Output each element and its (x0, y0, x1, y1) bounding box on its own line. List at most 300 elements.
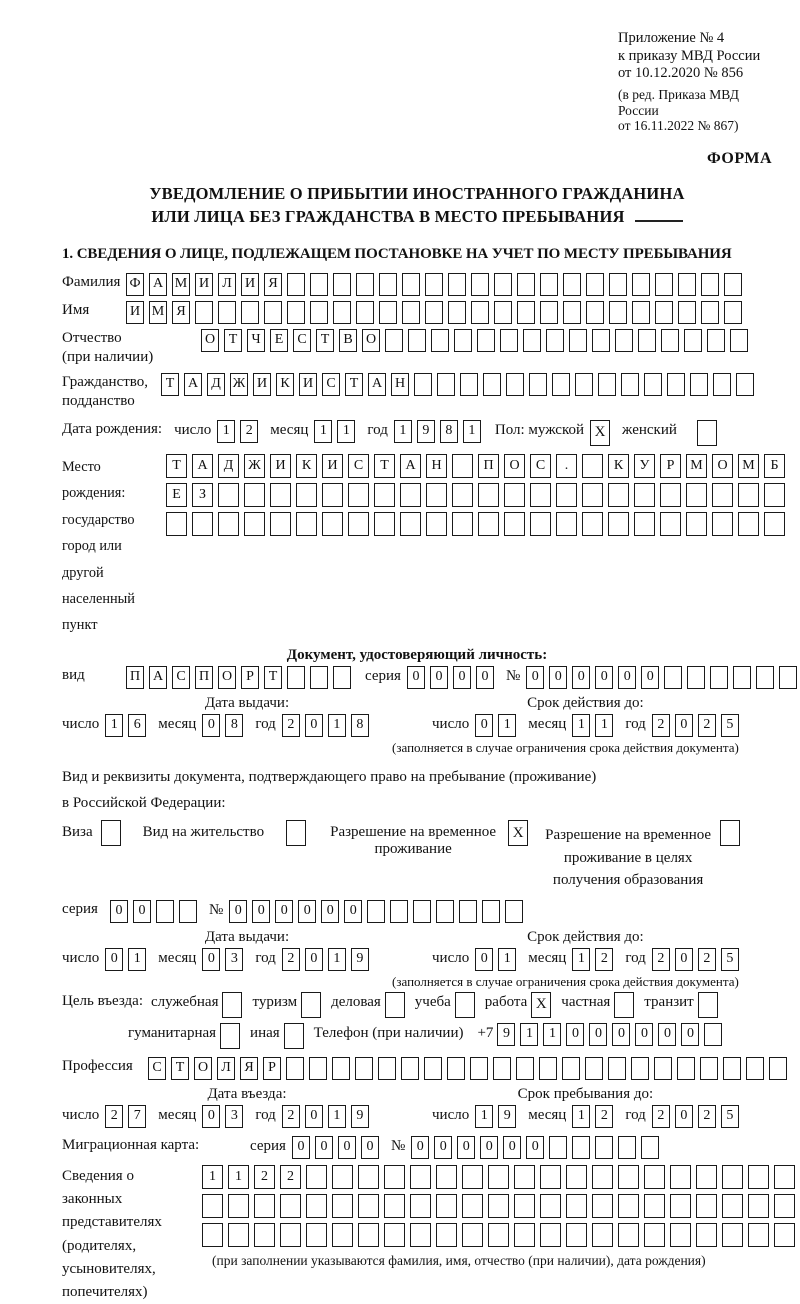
migration-card-row (62, 1136, 772, 1159)
char-cell: 0 (305, 948, 323, 971)
char-cell (670, 1223, 691, 1247)
char-cell (482, 900, 500, 923)
char-cell: С (293, 329, 311, 352)
char-cell (488, 1194, 509, 1218)
migration-series-label: серия (250, 1137, 286, 1154)
char-cell (621, 373, 639, 396)
residence-issue-month-label: месяц (158, 949, 197, 966)
char-cell (540, 1194, 561, 1218)
char-cell: Л (217, 1057, 235, 1080)
char-cell (488, 1165, 509, 1189)
form-label: ФОРМА (706, 149, 772, 167)
char-cell: Р (263, 1057, 281, 1080)
char-cell: 0 (105, 948, 123, 971)
char-cell: 0 (292, 1136, 310, 1159)
char-cell (748, 1194, 769, 1218)
char-cell (569, 329, 587, 352)
char-cell: Т (166, 454, 187, 478)
char-cell (609, 273, 627, 296)
char-cell (287, 666, 305, 689)
char-cell: 5 (721, 1105, 739, 1128)
firstname-label: Имя (62, 301, 90, 318)
char-cell (436, 1194, 457, 1218)
profession-label: Профессия (62, 1057, 133, 1074)
char-cell: 1 (228, 1165, 249, 1189)
char-cell (514, 1165, 535, 1189)
char-cell (385, 992, 405, 1018)
char-cell: Р (660, 454, 681, 478)
char-cell: П (195, 666, 213, 689)
annex-reference (618, 30, 772, 83)
char-cell (644, 373, 662, 396)
edu-residence-checkbox (720, 820, 740, 846)
char-cell: П (126, 666, 144, 689)
issue-date-header: Дата выдачи: (204, 694, 290, 711)
char-cell (670, 1194, 691, 1218)
char-cell (720, 820, 740, 846)
char-cell: Т (161, 373, 179, 396)
phone-prefix: +7 (477, 1024, 494, 1041)
issue-month-cells (202, 714, 243, 737)
issue-day-cells (105, 714, 146, 737)
char-cell: Т (264, 666, 282, 689)
char-cell (566, 1223, 587, 1247)
annex-note-line: (в ред. Приказа МВД России (618, 87, 739, 118)
firstname-cells (126, 301, 742, 324)
char-cell (608, 483, 629, 507)
char-cell: 1 (543, 1023, 561, 1046)
stay-day-label: число (432, 1106, 470, 1123)
char-cell (452, 483, 473, 507)
identity-doc-row (62, 666, 772, 689)
char-cell (670, 1165, 691, 1189)
char-cell: 2 (595, 1105, 613, 1128)
title-blank-line (635, 206, 683, 222)
char-cell (540, 273, 558, 296)
char-cell (333, 301, 351, 324)
char-cell (618, 1194, 639, 1218)
residence-series-cells (110, 900, 197, 923)
char-cell: Ж (244, 454, 265, 478)
purpose-business-label: деловая (331, 993, 381, 1010)
char-cell: 2 (652, 714, 670, 737)
char-cell (426, 512, 447, 536)
char-cell: Д (207, 373, 225, 396)
char-cell (264, 301, 282, 324)
char-cell (738, 483, 759, 507)
residence-issue-day-label: число (62, 949, 100, 966)
char-cell (764, 512, 785, 536)
temp-residence-checkbox (508, 820, 528, 846)
expiry-note: (заполняется в случае ограничения срока действия документа) (392, 739, 739, 755)
purpose-tourism-label: туризм (252, 993, 298, 1010)
char-cell: К (608, 454, 629, 478)
residence-expiry-group (392, 928, 739, 990)
entry-stay-dates (62, 1086, 772, 1128)
char-cell: 5 (721, 948, 739, 971)
char-cell (582, 454, 603, 478)
residence-issue-group (62, 929, 432, 990)
char-cell: Р (241, 666, 259, 689)
char-cell: 0 (595, 666, 613, 689)
char-cell: 0 (566, 1023, 584, 1046)
char-cell (254, 1223, 275, 1247)
char-cell (310, 301, 328, 324)
residence-series-label: серия (62, 900, 98, 917)
char-cell: 0 (526, 1136, 544, 1159)
phone-label: Телефон (при наличии) (313, 1024, 464, 1041)
char-cell (270, 483, 291, 507)
representatives-row-1 (202, 1165, 800, 1189)
annex-revision-note (618, 87, 772, 134)
char-cell: 9 (417, 420, 435, 443)
issue-day-label: число (62, 715, 100, 732)
char-cell: 0 (526, 666, 544, 689)
char-cell (401, 1057, 419, 1080)
residence-doc-dates (62, 929, 772, 990)
entry-month-label: месяц (158, 1106, 197, 1123)
char-cell (598, 373, 616, 396)
purpose-other-checkbox (284, 1023, 304, 1049)
char-cell (287, 301, 305, 324)
residence-number-cells (229, 900, 523, 923)
char-cell (378, 1057, 396, 1080)
purpose-private-checkbox (614, 992, 634, 1018)
residence-issue-header: Дата выдачи: (204, 928, 290, 945)
annex-line: к приказу МВД России (618, 47, 761, 64)
char-cell: 2 (280, 1165, 301, 1189)
purpose-tourism-checkbox (301, 992, 321, 1018)
char-cell (402, 301, 420, 324)
char-cell: 8 (351, 714, 369, 737)
char-cell: 0 (475, 714, 493, 737)
char-cell (500, 329, 518, 352)
char-cell: И (195, 273, 213, 296)
char-cell (436, 1165, 457, 1189)
char-cell (478, 483, 499, 507)
expiry-day-label: число (432, 715, 470, 732)
char-cell (494, 301, 512, 324)
char-cell (358, 1194, 379, 1218)
birthdate-row (62, 420, 772, 446)
residence-series-row (62, 900, 772, 923)
char-cell: С (322, 373, 340, 396)
residence-intro-line-2: в Российской Федерации: (62, 795, 226, 812)
char-cell: 1 (595, 714, 613, 737)
char-cell: 0 (681, 1023, 699, 1046)
char-cell (402, 273, 420, 296)
char-cell: А (149, 273, 167, 296)
char-cell (686, 512, 707, 536)
char-cell: И (126, 301, 144, 324)
char-cell (385, 329, 403, 352)
char-cell: 8 (225, 714, 243, 737)
char-cell (414, 373, 432, 396)
char-cell (644, 1165, 665, 1189)
char-cell: 0 (229, 900, 247, 923)
char-cell: Т (316, 329, 334, 352)
char-cell (609, 301, 627, 324)
char-cell (592, 329, 610, 352)
char-cell: 0 (315, 1136, 333, 1159)
doc-number-cells (526, 666, 797, 689)
char-cell: Я (172, 301, 190, 324)
char-cell: Д (218, 454, 239, 478)
char-cell (270, 512, 291, 536)
char-cell (202, 1194, 223, 1218)
migration-number-label: № (390, 1137, 406, 1154)
char-cell: 2 (652, 948, 670, 971)
char-cell (455, 992, 475, 1018)
char-cell: И (253, 373, 271, 396)
char-cell: О (201, 329, 219, 352)
char-cell: 0 (457, 1136, 475, 1159)
char-cell (556, 512, 577, 536)
char-cell: X (531, 992, 551, 1018)
birthplace-block (62, 454, 779, 639)
char-cell: А (368, 373, 386, 396)
char-cell (586, 273, 604, 296)
residence-expiry-year-cells (652, 948, 739, 971)
char-cell (530, 512, 551, 536)
char-cell: Ж (230, 373, 248, 396)
purpose-humanitarian-label: гуманитарная (128, 1024, 217, 1041)
expiry-date-header: Срок действия до: (527, 694, 644, 711)
purpose-row-2 (120, 1023, 772, 1049)
char-cell (408, 329, 426, 352)
char-cell (462, 1223, 483, 1247)
char-cell: 1 (572, 1105, 590, 1128)
purpose-transit-label: транзит (644, 993, 694, 1010)
char-cell: 2 (254, 1165, 275, 1189)
char-cell (309, 1057, 327, 1080)
char-cell (493, 1057, 511, 1080)
char-cell (634, 512, 655, 536)
char-cell: 1 (128, 948, 146, 971)
title-line-2: ИЛИ ЛИЦА БЕЗ ГРАЖДАНСТВА В МЕСТО ПРЕБЫВАНИЯ (62, 205, 772, 228)
char-cell (384, 1223, 405, 1247)
issue-year-label: год (255, 715, 276, 732)
char-cell (608, 512, 629, 536)
char-cell (618, 1223, 639, 1247)
char-cell (632, 273, 650, 296)
char-cell (192, 512, 213, 536)
issue-year-cells (282, 714, 369, 737)
char-cell (425, 273, 443, 296)
identity-doc-dates (62, 695, 772, 756)
char-cell (686, 483, 707, 507)
char-cell: 1 (337, 420, 355, 443)
char-cell: У (634, 454, 655, 478)
char-cell (746, 1057, 764, 1080)
char-cell (470, 1057, 488, 1080)
edu-residence-label: Разрешение на временное проживание в целях получения образования (545, 827, 712, 889)
char-cell (332, 1223, 353, 1247)
birthplace-rows (166, 454, 785, 541)
residence-doc-options (62, 820, 772, 892)
char-cell: З (192, 483, 213, 507)
char-cell (712, 512, 733, 536)
char-cell (374, 512, 395, 536)
char-cell (678, 273, 696, 296)
purpose-official-checkbox (222, 992, 242, 1018)
char-cell (424, 1057, 442, 1080)
birthdate-month-cells (314, 420, 355, 443)
purpose-study-checkbox (455, 992, 475, 1018)
char-cell (306, 1165, 327, 1189)
char-cell: Н (426, 454, 447, 478)
residence-expiry-note: (заполняется в случае ограничения срока действия документа) (392, 973, 739, 989)
char-cell (572, 1136, 590, 1159)
char-cell: 0 (202, 948, 220, 971)
char-cell: 2 (595, 948, 613, 971)
char-cell (592, 1165, 613, 1189)
issue-month-label: месяц (158, 715, 197, 732)
title-line-1: УВЕДОМЛЕНИЕ О ПРИБЫТИИ ИНОСТРАННОГО ГРАЖДАНИНА (149, 183, 685, 203)
char-cell: 2 (282, 948, 300, 971)
residence-intro-line-1: Вид и реквизиты документа, подтверждающего право на пребывание (проживание) (62, 768, 597, 785)
char-cell (586, 301, 604, 324)
representatives-row-3 (202, 1223, 800, 1247)
char-cell: 2 (282, 1105, 300, 1128)
char-cell: 1 (328, 714, 346, 737)
char-cell: 0 (305, 1105, 323, 1128)
residence-issue-year-cells (282, 948, 369, 971)
representatives-label: Сведения о законных представителях (родителях, усыновителях, попечителях) (62, 1167, 162, 1301)
purpose-row-1 (62, 992, 772, 1018)
birthplace-row-1 (166, 454, 785, 478)
char-cell (332, 1165, 353, 1189)
char-cell (641, 1136, 659, 1159)
char-cell (410, 1223, 431, 1247)
sex-male-checkbox (590, 420, 610, 446)
char-cell (400, 483, 421, 507)
doc-series-label: серия (365, 667, 401, 684)
visa-checkbox (101, 820, 121, 846)
purpose-label: Цель въезда: (62, 992, 143, 1009)
char-cell (632, 301, 650, 324)
char-cell (166, 512, 187, 536)
entry-day-label: число (62, 1106, 100, 1123)
char-cell (701, 301, 719, 324)
char-cell (722, 1194, 743, 1218)
char-cell (516, 1057, 534, 1080)
birthplace-row-3 (166, 512, 785, 536)
annex-line: Приложение № 4 (618, 30, 725, 46)
char-cell (638, 329, 656, 352)
char-cell: А (149, 666, 167, 689)
char-cell (374, 483, 395, 507)
representatives-block (62, 1165, 772, 1304)
char-cell: 0 (252, 900, 270, 923)
char-cell: 2 (105, 1105, 123, 1128)
char-cell (454, 329, 472, 352)
char-cell (592, 1223, 613, 1247)
expiry-date-group (392, 694, 739, 756)
char-cell (592, 1194, 613, 1218)
char-cell (447, 1057, 465, 1080)
representatives-note: (при заполнении указываются фамилия, имя, отчество (при наличии), дата рождения) (212, 1252, 706, 1268)
char-cell (661, 329, 679, 352)
doc-series-cells (407, 666, 494, 689)
char-cell (655, 273, 673, 296)
char-cell (517, 273, 535, 296)
char-cell: 1 (572, 948, 590, 971)
purpose-work-label: работа (484, 993, 528, 1010)
char-cell (634, 483, 655, 507)
char-cell: 1 (463, 420, 481, 443)
char-cell (529, 373, 547, 396)
char-cell (618, 1165, 639, 1189)
char-cell: 2 (698, 948, 716, 971)
char-cell (384, 1194, 405, 1218)
char-cell: О (712, 454, 733, 478)
char-cell: 0 (407, 666, 425, 689)
char-cell (723, 1057, 741, 1080)
char-cell (707, 329, 725, 352)
char-cell (471, 301, 489, 324)
residence-expiry-header: Срок действия до: (527, 928, 644, 945)
char-cell (228, 1223, 249, 1247)
char-cell (296, 483, 317, 507)
residence-expiry-day-label: число (432, 949, 470, 966)
char-cell: К (276, 373, 294, 396)
residence-number-label: № (208, 901, 224, 918)
residence-permit-checkbox (286, 820, 306, 846)
char-cell: 0 (305, 714, 323, 737)
entry-date-header: Дата въезда: (207, 1085, 287, 1102)
char-cell (413, 900, 431, 923)
char-cell: 5 (721, 714, 739, 737)
char-cell (748, 1223, 769, 1247)
char-cell (296, 512, 317, 536)
char-cell (322, 483, 343, 507)
char-cell (696, 1223, 717, 1247)
char-cell (332, 1057, 350, 1080)
char-cell (101, 820, 121, 846)
residence-issue-day-cells (105, 948, 146, 971)
char-cell (615, 329, 633, 352)
char-cell (244, 512, 265, 536)
purpose-transit-checkbox (698, 992, 718, 1018)
lastname-cells (126, 273, 742, 296)
char-cell: 0 (658, 1023, 676, 1046)
char-cell (410, 1165, 431, 1189)
char-cell: 1 (498, 948, 516, 971)
char-cell (367, 900, 385, 923)
char-cell (358, 1165, 379, 1189)
char-cell: Ф (126, 273, 144, 296)
char-cell (310, 666, 328, 689)
char-cell: 0 (641, 666, 659, 689)
char-cell (358, 1223, 379, 1247)
char-cell: С (172, 666, 190, 689)
char-cell: 0 (675, 1105, 693, 1128)
char-cell (254, 1194, 275, 1218)
char-cell (322, 512, 343, 536)
char-cell (582, 512, 603, 536)
char-cell: 0 (202, 714, 220, 737)
char-cell (452, 454, 473, 478)
char-cell (437, 373, 455, 396)
char-cell: С (148, 1057, 166, 1080)
char-cell: 0 (133, 900, 151, 923)
char-cell (222, 992, 242, 1018)
annex-note-line: от 16.11.2022 № 867) (618, 118, 739, 134)
char-cell (156, 900, 174, 923)
char-cell: 0 (361, 1136, 379, 1159)
char-cell (384, 1165, 405, 1189)
